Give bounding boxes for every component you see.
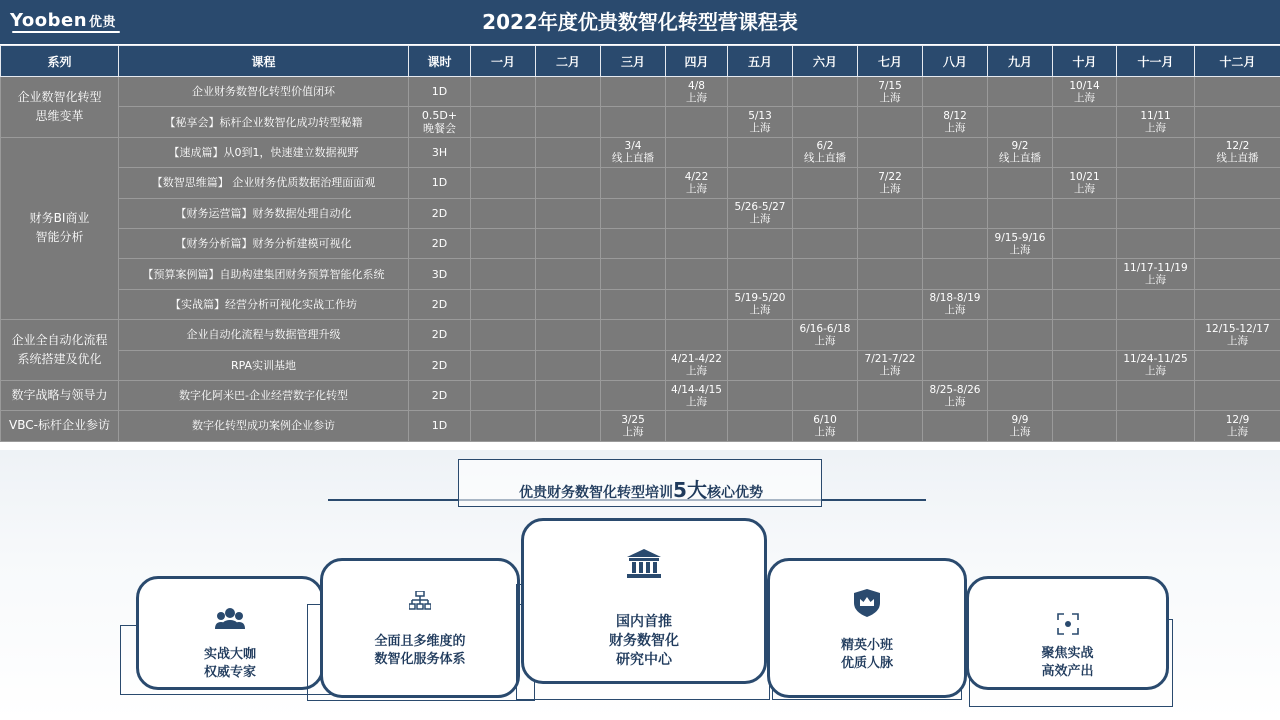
month-cell — [536, 168, 601, 198]
month-cell — [601, 289, 666, 319]
month-cell — [793, 77, 858, 107]
month-cell — [923, 137, 988, 167]
logo-text: Yooben — [10, 10, 88, 31]
advantage-card — [966, 576, 1169, 690]
month-cell — [1195, 168, 1280, 198]
month-cell — [793, 289, 858, 319]
advantages-title-box — [458, 459, 822, 507]
month-cell — [536, 259, 601, 289]
col-header: 四月 — [666, 46, 728, 77]
month-cell — [858, 228, 923, 258]
table-row — [1, 259, 1280, 289]
people-icon — [139, 607, 321, 633]
table-row — [1, 411, 1280, 441]
month-cell — [858, 137, 923, 167]
title-number: 5大 — [673, 478, 707, 502]
month-cell — [728, 77, 793, 107]
month-cell — [666, 107, 728, 137]
month-cell — [793, 198, 858, 228]
month-cell: 5/26-5/27 上海 — [728, 198, 793, 228]
month-cell — [988, 168, 1053, 198]
month-cell: 12/2 线上直播 — [1195, 137, 1280, 167]
advantages-section — [0, 450, 1280, 720]
institution-icon — [524, 549, 764, 583]
hours-cell: 2D — [409, 320, 471, 350]
month-cell — [858, 320, 923, 350]
course-cell: 【数智思维篇】 企业财务优质数据治理面面观 — [119, 168, 409, 198]
month-cell — [1117, 320, 1195, 350]
month-cell: 8/18-8/19 上海 — [923, 289, 988, 319]
month-cell: 6/16-6/18 上海 — [793, 320, 858, 350]
col-header: 课程 — [119, 46, 409, 77]
month-cell: 6/2 线上直播 — [793, 137, 858, 167]
month-cell — [858, 259, 923, 289]
month-cell — [728, 228, 793, 258]
month-cell — [1117, 380, 1195, 410]
advantages-title — [459, 474, 823, 503]
hours-cell: 1D — [409, 168, 471, 198]
month-cell — [728, 168, 793, 198]
course-cell: 企业财务数智化转型价值闭环 — [119, 77, 409, 107]
month-cell — [471, 411, 536, 441]
month-cell — [666, 289, 728, 319]
month-cell — [536, 137, 601, 167]
month-cell — [536, 107, 601, 137]
table-row — [1, 168, 1280, 198]
month-cell — [988, 320, 1053, 350]
month-cell: 6/10 上海 — [793, 411, 858, 441]
series-cell: 企业数智化转型 思维变革 — [1, 77, 119, 138]
month-cell — [988, 350, 1053, 380]
month-cell — [536, 411, 601, 441]
month-cell — [858, 289, 923, 319]
month-cell — [1195, 259, 1280, 289]
month-cell — [923, 350, 988, 380]
month-cell — [988, 380, 1053, 410]
hours-cell: 3H — [409, 137, 471, 167]
col-header: 系列 — [1, 46, 119, 77]
month-cell — [471, 168, 536, 198]
advantage-card — [136, 576, 324, 690]
month-cell — [536, 380, 601, 410]
month-cell — [858, 411, 923, 441]
series-cell: 数字战略与领导力 — [1, 380, 119, 410]
month-cell — [601, 320, 666, 350]
month-cell — [728, 380, 793, 410]
month-cell — [536, 350, 601, 380]
month-cell — [1195, 228, 1280, 258]
hours-cell: 2D — [409, 228, 471, 258]
hours-cell: 2D — [409, 350, 471, 380]
month-cell: 9/15-9/16 上海 — [988, 228, 1053, 258]
month-cell: 7/22 上海 — [858, 168, 923, 198]
month-cell: 4/8 上海 — [666, 77, 728, 107]
month-cell: 3/25 上海 — [601, 411, 666, 441]
month-cell — [1117, 228, 1195, 258]
month-cell — [1053, 107, 1117, 137]
month-cell — [536, 77, 601, 107]
month-cell — [728, 350, 793, 380]
month-cell — [988, 289, 1053, 319]
month-cell: 12/15-12/17 上海 — [1195, 320, 1280, 350]
hours-cell: 1D — [409, 77, 471, 107]
table-row — [1, 77, 1280, 107]
month-cell — [1053, 411, 1117, 441]
table-row — [1, 380, 1280, 410]
month-cell — [1195, 289, 1280, 319]
month-cell — [988, 107, 1053, 137]
month-cell — [728, 259, 793, 289]
month-cell — [471, 107, 536, 137]
month-cell — [923, 228, 988, 258]
month-cell — [471, 289, 536, 319]
month-cell — [471, 228, 536, 258]
month-cell — [471, 77, 536, 107]
month-cell — [1053, 228, 1117, 258]
col-header: 九月 — [988, 46, 1053, 77]
month-cell: 7/15 上海 — [858, 77, 923, 107]
month-cell — [601, 350, 666, 380]
crown-shield-icon — [770, 589, 964, 621]
card-label: 国内首推 财务数智化 研究中心 — [609, 614, 679, 668]
month-cell — [923, 77, 988, 107]
month-cell — [793, 107, 858, 137]
month-cell — [536, 228, 601, 258]
month-cell — [1195, 107, 1280, 137]
month-cell — [471, 350, 536, 380]
month-cell — [666, 137, 728, 167]
month-cell — [1053, 380, 1117, 410]
course-cell: 企业自动化流程与数据管理升级 — [119, 320, 409, 350]
month-cell — [471, 380, 536, 410]
course-cell: 【财务运营篇】财务数据处理自动化 — [119, 198, 409, 228]
month-cell — [1117, 198, 1195, 228]
course-cell: 【速成篇】从0到1，快速建立数据视野 — [119, 137, 409, 167]
table-row — [1, 228, 1280, 258]
series-cell: 企业全自动化流程 系统搭建及优化 — [1, 320, 119, 381]
table-row — [1, 320, 1280, 350]
month-cell — [666, 259, 728, 289]
month-cell — [471, 320, 536, 350]
month-cell — [471, 259, 536, 289]
course-cell: RPA实训基地 — [119, 350, 409, 380]
month-cell — [1053, 137, 1117, 167]
month-cell — [666, 228, 728, 258]
month-cell — [1053, 320, 1117, 350]
col-header: 六月 — [793, 46, 858, 77]
col-header: 二月 — [536, 46, 601, 77]
month-cell — [1195, 198, 1280, 228]
month-cell — [601, 77, 666, 107]
month-cell — [923, 198, 988, 228]
course-cell: 【实战篇】经营分析可视化实战工作坊 — [119, 289, 409, 319]
card-label: 全面且多维度的 数智化服务体系 — [374, 634, 466, 667]
month-cell — [1053, 289, 1117, 319]
card-label: 聚焦实战 高效产出 — [1041, 646, 1094, 679]
month-cell — [536, 198, 601, 228]
month-cell — [601, 168, 666, 198]
col-header: 十月 — [1053, 46, 1117, 77]
logo-sub-text: 优贵 — [89, 15, 117, 30]
course-cell: 数字化转型成功案例企业参访 — [119, 411, 409, 441]
header-row — [1, 46, 1280, 77]
month-cell — [923, 320, 988, 350]
month-cell — [536, 320, 601, 350]
course-cell: 【财务分析篇】财务分析建模可视化 — [119, 228, 409, 258]
month-cell — [728, 411, 793, 441]
advantage-card — [320, 558, 520, 698]
month-cell — [601, 380, 666, 410]
month-cell — [471, 198, 536, 228]
month-cell: 10/14 上海 — [1053, 77, 1117, 107]
course-cell: 【秘享会】标杆企业数智化成功转型秘籍 — [119, 107, 409, 137]
month-cell — [1117, 411, 1195, 441]
card-label: 实战大咖 权威专家 — [203, 647, 256, 680]
schedule-table — [0, 45, 1280, 442]
month-cell — [666, 198, 728, 228]
month-cell — [858, 380, 923, 410]
month-cell — [988, 259, 1053, 289]
month-cell — [988, 198, 1053, 228]
month-cell — [728, 137, 793, 167]
series-cell: VBC-标杆企业参访 — [1, 411, 119, 441]
month-cell: 8/12 上海 — [923, 107, 988, 137]
month-cell — [1195, 380, 1280, 410]
month-cell — [988, 77, 1053, 107]
advantage-card — [521, 518, 767, 684]
month-cell — [1053, 259, 1117, 289]
col-header: 八月 — [923, 46, 988, 77]
hours-cell: 3D — [409, 259, 471, 289]
hours-cell: 2D — [409, 380, 471, 410]
month-cell — [923, 259, 988, 289]
col-header: 七月 — [858, 46, 923, 77]
table-row — [1, 198, 1280, 228]
month-cell — [1195, 77, 1280, 107]
course-cell: 数字化阿米巴-企业经营数字化转型 — [119, 380, 409, 410]
col-header: 一月 — [471, 46, 536, 77]
col-header: 五月 — [728, 46, 793, 77]
month-cell: 5/13 上海 — [728, 107, 793, 137]
month-cell — [1195, 350, 1280, 380]
month-cell — [793, 259, 858, 289]
month-cell — [601, 259, 666, 289]
month-cell — [923, 168, 988, 198]
month-cell: 5/19-5/20 上海 — [728, 289, 793, 319]
month-cell — [858, 107, 923, 137]
month-cell — [666, 320, 728, 350]
page-title: 2022年度优贵数智化转型营课程表 — [482, 10, 798, 34]
advantage-card — [767, 558, 967, 698]
col-header: 十一月 — [1117, 46, 1195, 77]
series-cell: 财务BI商业 智能分析 — [1, 137, 119, 319]
col-header: 课时 — [409, 46, 471, 77]
hours-cell: 0.5D+ 晚餐会 — [409, 107, 471, 137]
title-prefix: 优贵财务数智化转型培训 — [519, 485, 674, 501]
month-cell — [1053, 198, 1117, 228]
month-cell — [793, 168, 858, 198]
month-cell: 7/21-7/22 上海 — [858, 350, 923, 380]
hours-cell: 2D — [409, 289, 471, 319]
month-cell — [1117, 77, 1195, 107]
table-row — [1, 289, 1280, 319]
month-cell: 4/21-4/22 上海 — [666, 350, 728, 380]
month-cell — [1117, 168, 1195, 198]
header-bar — [0, 0, 1280, 44]
month-cell: 8/25-8/26 上海 — [923, 380, 988, 410]
month-cell — [793, 228, 858, 258]
org-chart-icon — [323, 591, 517, 615]
month-cell — [471, 137, 536, 167]
col-header: 三月 — [601, 46, 666, 77]
month-cell — [1117, 137, 1195, 167]
month-cell: 9/9 上海 — [988, 411, 1053, 441]
hours-cell: 2D — [409, 198, 471, 228]
month-cell — [536, 289, 601, 319]
month-cell: 3/4 线上直播 — [601, 137, 666, 167]
month-cell: 9/2 线上直播 — [988, 137, 1053, 167]
month-cell: 11/24-11/25 上海 — [1117, 350, 1195, 380]
table-row — [1, 107, 1280, 137]
month-cell — [793, 380, 858, 410]
month-cell — [666, 411, 728, 441]
table-row — [1, 137, 1280, 167]
month-cell: 10/21 上海 — [1053, 168, 1117, 198]
month-cell — [858, 198, 923, 228]
month-cell: 11/17-11/19 上海 — [1117, 259, 1195, 289]
month-cell: 11/11 上海 — [1117, 107, 1195, 137]
month-cell: 4/14-4/15 上海 — [666, 380, 728, 410]
month-cell — [1053, 350, 1117, 380]
month-cell — [1117, 289, 1195, 319]
col-header: 十二月 — [1195, 46, 1280, 77]
focus-target-icon — [969, 613, 1166, 639]
month-cell — [601, 107, 666, 137]
month-cell — [601, 198, 666, 228]
month-cell — [793, 350, 858, 380]
table-row — [1, 350, 1280, 380]
month-cell — [923, 411, 988, 441]
month-cell: 4/22 上海 — [666, 168, 728, 198]
course-cell: 【预算案例篇】自助构建集团财务预算智能化系统 — [119, 259, 409, 289]
month-cell: 12/9 上海 — [1195, 411, 1280, 441]
hours-cell: 1D — [409, 411, 471, 441]
card-label: 精英小班 优质人脉 — [840, 638, 893, 671]
title-suffix: 核心优势 — [706, 485, 763, 501]
month-cell — [601, 228, 666, 258]
month-cell — [728, 320, 793, 350]
